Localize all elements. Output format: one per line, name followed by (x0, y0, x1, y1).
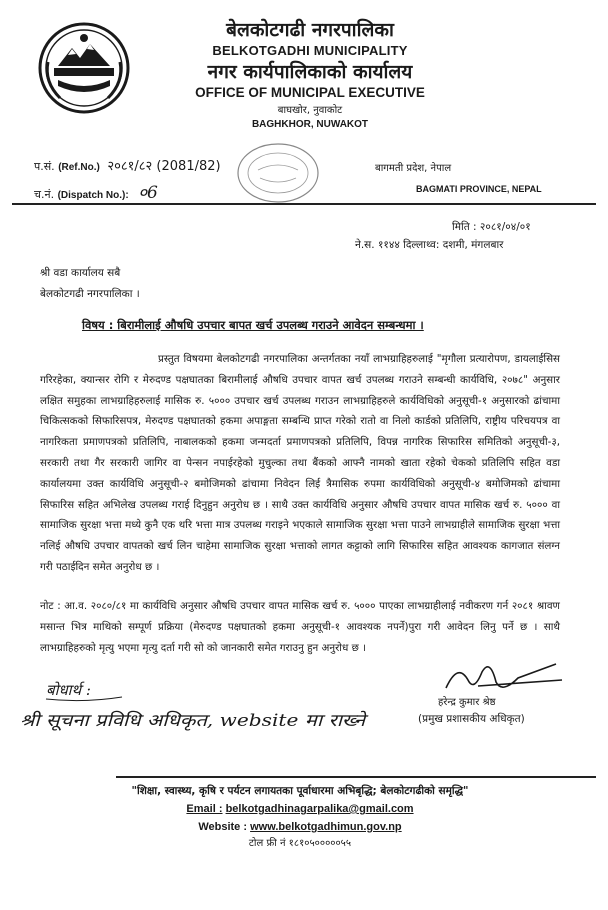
svg-text:बोधार्थ :: बोधार्थ : (46, 681, 91, 699)
office-name-en: OFFICE OF MUNICIPAL EXECUTIVE (195, 85, 425, 100)
municipality-name-en: BELKOTGADHI MUNICIPALITY (212, 43, 408, 58)
province-np: बागमती प्रदेश, नेपाल (375, 163, 452, 174)
footer (100, 782, 500, 852)
header-divider (12, 203, 596, 205)
footer-divider (116, 776, 596, 778)
toll-free-number: टोल फ्री नं १८१०५०००००५५ (248, 838, 352, 849)
dispatch-number: च.नं. (Dispatch No.): ०6 (34, 183, 158, 203)
date-line: मिति : २०८१/०४/०१ (452, 221, 531, 233)
handwritten-instruction (18, 700, 370, 740)
office-stamp (232, 140, 324, 206)
body-paragraph: प्रस्तुत विषयमा बेलकोटगढी नगरपालिका अन्तर्गतका नयाँ लाभग्राहिहरुलाई "मृगौला प्रत्यारोपण, डायलाईसिस गरिरहेका, क्यान्सर रोगि र मेरुदण्ड पक्षघातका बिरामीलाई औषधि उपचार वापत खर्च उपलब्ध गराउने सम्बन्धी कार्यविधि, २०७८" अनुसार लक्षित समुहका लाभग्राहिहरुलाई मासिक रु. ५००० उपचार खर्च उपलब्ध गराउन लाभग्राहिहरुले कार्यविधिको अनुसूची-१ अनुसारको ढांचामा चिकित्सकको सिफारिसपत्र, मेरुदण्ड पक्षघातको हकमा अपाङ्गता सम्बन्धि प्राप्त गरेको रातो वा निलो कार्डको प्रतिलिपि, राष्ट्रीय परिचयपत्र वा नागरिकता प्रमाणपत्रको प्रतिलिपि, नाबालकको हकमा जन्मदर्ता प्रमाणपत्रको प्रतिलिपि, विपन्न नागरिक सिफारिस समितिको अनुसूची-३, सरकारी तथा गैर सरकारी जागिर वा पेन्सन नपाईरहेको मुचुल्का तथा बैंकको आफ्नै नामको खाता रहेको चेकको प्रतिलिपि सहित वडा कार्यालयमा उक्त कार्यविधि अनुसूची-२ बमोजिमको ढांचामा निवेदन लिई त्रैमासिक रुपमा कार्यविधिको अनुसूची-४ बमोजिमको ढांचामा सिफारिस सहित अभिलेख उपलब्ध गराई दिनुहुन अनुरोध छ । साथै उक्त कार्यविधि अनुसार औषधि उपचार वापत मासिक खर्च रु. ५००० वा सामाजिक सुरक्षा भत्ता मध्ये कुनै एक थरि भत्ता मात्र उपलब्ध गराइने भएकाले सामाजिक सुरक्षा भत्ता पाउने लाभग्राहीले सामाजिक सुरक्षा भत्ता नलिई औषधि उपचार वापतको खर्च लिन चाहेमा सामाजिक सुरक्षा भत्ताको लागत कट्टाको लागि सिफारिस सहित आवश्यक कागजात संलग्न गरी पठाईदिन समेत अनुरोध छ । (40, 353, 560, 573)
subject-line: विषय : बिरामीलाई औषधि उपचार बापत खर्च उपलब्ध गराउने आवेदन सम्बन्धमा । (82, 318, 424, 332)
dispatch-value: ०6 (138, 183, 158, 203)
municipality-name-np: बेलकोटगढी नगरपालिका (226, 19, 394, 41)
reference-value: २०८१/८२ (2081/82) (107, 159, 221, 174)
svg-text:श्री सूचना प्रविधि अधिकृत, web: श्री सूचना प्रविधि अधिकृत, website मा राख्ने (20, 711, 312, 731)
footer-slogan: "शिक्षा, स्वास्थ्य, कृषि र पर्यटन लगायतका पूर्वाधारमा अभिबृद्धि; बेलकोटगढीको समृद्धि" (131, 785, 469, 797)
office-name-np: नगर कार्यपालिकाको कार्यालय (207, 61, 413, 83)
municipality-logo (38, 22, 130, 114)
address-np: बाघखोर, नुवाकोट (277, 105, 343, 116)
addressee-line-1: श्री वडा कार्यालय सबै (40, 267, 121, 279)
footer-email: Email : belkotgadhinagarpalika@gmail.com (186, 803, 414, 815)
footer-website: Website : www.belkotgadhimun.gov.np (198, 821, 402, 833)
email-link[interactable]: belkotgadhinagarpalika@gmail.com (225, 803, 414, 815)
website-link[interactable]: www.belkotgadhimun.gov.np (250, 821, 402, 833)
nepal-sambat-date: ने.स. ११४४ दिल्लाथ्व: दशमी, मंगलबार (355, 239, 504, 251)
province-en: BAGMATI PROVINCE, NEPAL (416, 184, 542, 194)
reference-number: प.सं. (Ref.No.) २०८१/८२ (2081/82) (34, 159, 221, 174)
address-en: BAGHKHOR, NUWAKOT (251, 119, 369, 130)
signature (438, 658, 568, 698)
signatory-title: (प्रमुख प्रशासकीय अधिकृत) (418, 713, 525, 725)
letterhead (150, 18, 470, 132)
handwritten-label (44, 675, 124, 703)
signatory-name: हरेन्द्र कुमार श्रेष्ठ (438, 697, 496, 708)
addressee-line-2: बेलकोटगढी नगरपालिका । (40, 288, 140, 300)
note-paragraph: नोट : आ.व. २०८०/८१ मा कार्यविधि अनुसार औषधि उपचार वापत मासिक खर्च रु. ५००० पाएका लाभग्राहीलाई नवीकरण गर्न २०८१ श्रावण मसान्त भित्र माथिको सम्पूर्ण प्रक्रिया (मेरुदण्ड पक्षघातको हकमा अनुसूची-१ आवश्यक नपर्ने)पुरा गरी आवेदन लिनु पर्ने छ । साथै लाभग्राहिहरुको मृत्यु भएमा मृत्यु दर्ता गरी सो को जानकारी समेत गराउनु हुन अनुरोध छ । (40, 600, 560, 654)
